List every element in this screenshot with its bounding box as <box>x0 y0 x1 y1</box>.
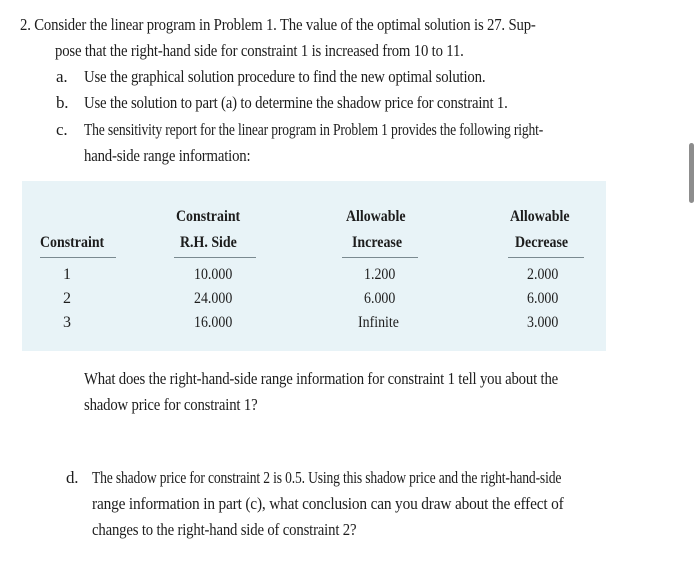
part-b-text: Use the solution to part (a) to determine the shadow price for constraint 1. <box>84 93 508 112</box>
problem-intro-line-2: pose that the right-hand side for constraint 1 is increased from 10 to 11. <box>55 41 464 60</box>
table-cell-increase: 1.200 <box>364 266 396 283</box>
table-cell-rhs: 10.000 <box>194 266 233 283</box>
header-rule-increase <box>342 257 418 258</box>
part-d-label: d. <box>66 468 79 487</box>
question-c-line-1: What does the right-hand-side range information for constraint 1 tell you about the <box>84 369 559 388</box>
question-c-line-2: shadow price for constraint 1? <box>84 395 258 414</box>
rhs-range-table <box>22 181 606 351</box>
part-a-text: Use the graphical solution procedure to find the new optimal solution. <box>84 67 486 86</box>
part-d-line-3: changes to the right-hand side of constraint 2? <box>92 520 357 539</box>
header-decrease-line-2: Decrease <box>515 234 569 251</box>
header-decrease-line-1: Allowable <box>510 208 570 225</box>
part-c-text-line-1: The sensitivity report for the linear program in Problem 1 provides the following right- <box>84 120 544 139</box>
header-rule-decrease <box>508 257 584 258</box>
header-increase-line-2: Increase <box>352 234 402 251</box>
header-rule-rhs <box>174 257 256 258</box>
table-cell-increase: 6.000 <box>364 290 396 307</box>
header-rhs-line-1: Constraint <box>176 208 241 225</box>
problem-intro-line-1: 2. Consider the linear program in Problem 1. The value of the optimal solution is 27. Sup- <box>20 15 536 34</box>
table-cell-decrease: 6.000 <box>527 290 559 307</box>
table-cell-decrease: 2.000 <box>527 266 559 283</box>
vertical-scrollbar[interactable] <box>689 143 694 203</box>
table-cell-decrease: 3.000 <box>527 314 559 331</box>
part-b-label: b. <box>56 93 69 112</box>
table-cell-rhs: 24.000 <box>194 290 233 307</box>
table-cell-constraint: 1 <box>63 266 71 283</box>
header-rule-constraint <box>40 257 116 258</box>
part-c-text-line-2: hand-side range information: <box>84 146 251 165</box>
header-constraint: Constraint <box>40 234 105 251</box>
header-increase-line-1: Allowable <box>346 208 406 225</box>
header-rhs-line-2: R.H. Side <box>180 234 237 251</box>
table-cell-constraint: 2 <box>63 290 71 307</box>
part-d-line-2: range information in part (c), what conclusion can you draw about the effect of <box>92 494 564 513</box>
table-cell-increase: Infinite <box>358 314 399 331</box>
part-a-label: a. <box>56 67 68 86</box>
part-c-label: c. <box>56 120 68 139</box>
table-cell-constraint: 3 <box>63 314 71 331</box>
part-d-line-1: The shadow price for constraint 2 is 0.5. Using this shadow price and the right-hand-side <box>92 468 562 487</box>
table-cell-rhs: 16.000 <box>194 314 233 331</box>
